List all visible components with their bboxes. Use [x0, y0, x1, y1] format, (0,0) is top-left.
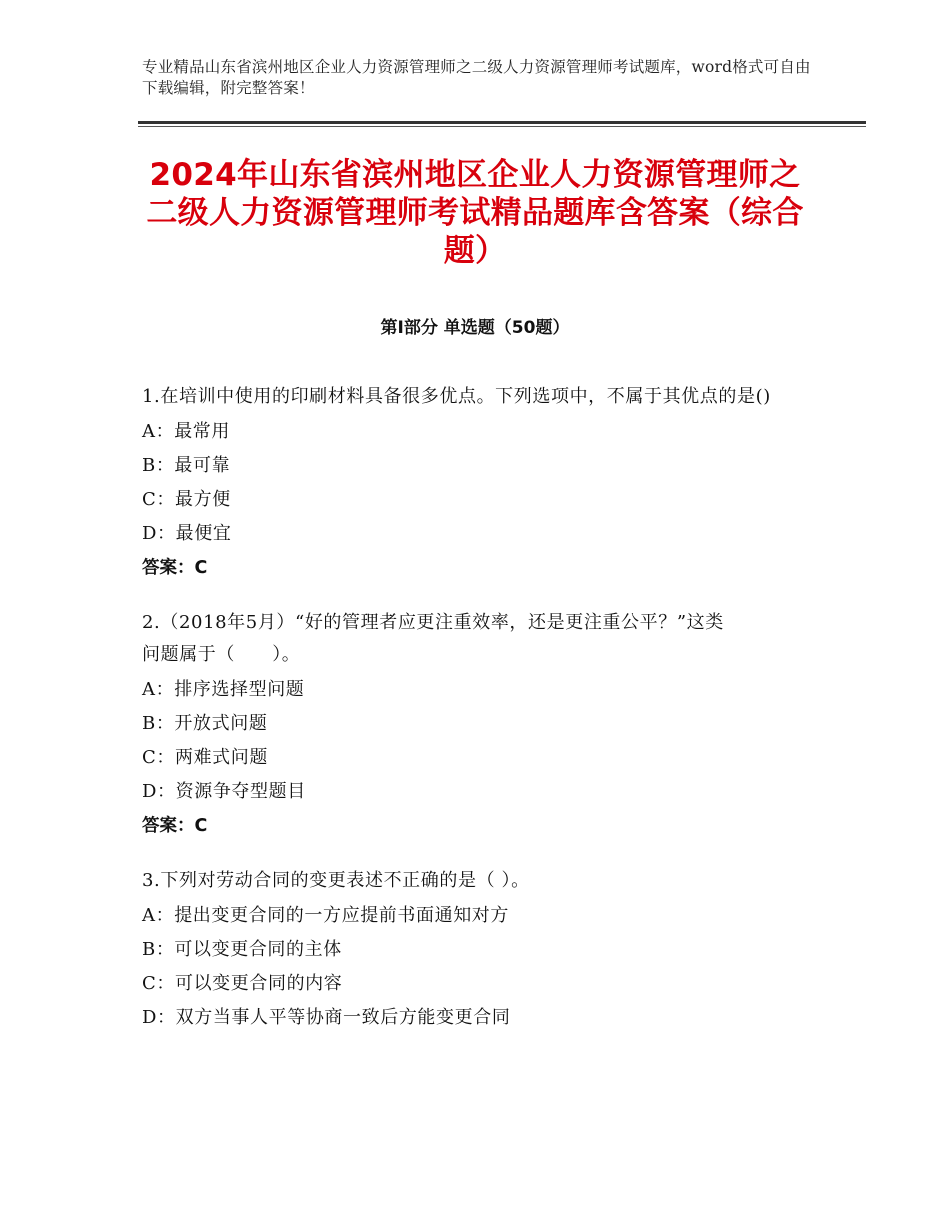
- question-2: [142, 607, 802, 843]
- option-c: C：可以变更合同的内容: [142, 973, 343, 994]
- option-a: A：排序选择型问题: [142, 679, 305, 700]
- option-c: C：两难式问题: [142, 747, 268, 768]
- option-d: D：资源争夺型题目: [142, 781, 306, 802]
- option-b: B：最可靠: [142, 455, 231, 476]
- answer: 答案：C: [142, 816, 208, 836]
- question-3: [142, 865, 802, 1035]
- question-stem: 1.在培训中使用的印刷材料具备很多优点。下列选项中，不属于其优点的是(): [142, 386, 771, 407]
- option-c: C：最方便: [142, 489, 231, 510]
- option-b: B：可以变更合同的主体: [142, 939, 342, 960]
- part-heading: 第Ⅰ部分 单选题（50题）: [380, 318, 570, 338]
- header-rule-thick: [138, 121, 866, 124]
- option-d: D：双方当事人平等协商一致后方能变更合同: [142, 1007, 511, 1028]
- header-rule-thin: [138, 126, 866, 127]
- header-note: 专业精品山东省滨州地区企业人力资源管理师之二级人力资源管理师考试题库，word格式可自由下载编辑，附完整答案！: [142, 58, 811, 97]
- question-stem: 2.（2018年5月）“好的管理者应更注重效率，还是更注重公平？”这类问题属于（ ）。: [142, 612, 724, 665]
- option-b: B：开放式问题: [142, 713, 268, 734]
- answer: 答案：C: [142, 558, 208, 578]
- option-a: A：提出变更合同的一方应提前书面通知对方: [142, 905, 509, 926]
- document-title: 2024年山东省滨州地区企业人力资源管理师之二级人力资源管理师考试精品题库含答案（综合题）: [146, 157, 804, 269]
- question-1: [142, 381, 802, 585]
- option-d: D：最便宜: [142, 523, 232, 544]
- option-a: A：最常用: [142, 421, 230, 442]
- question-list: [142, 381, 802, 1057]
- question-stem: 3.下列对劳动合同的变更表述不正确的是（ ）。: [142, 870, 530, 891]
